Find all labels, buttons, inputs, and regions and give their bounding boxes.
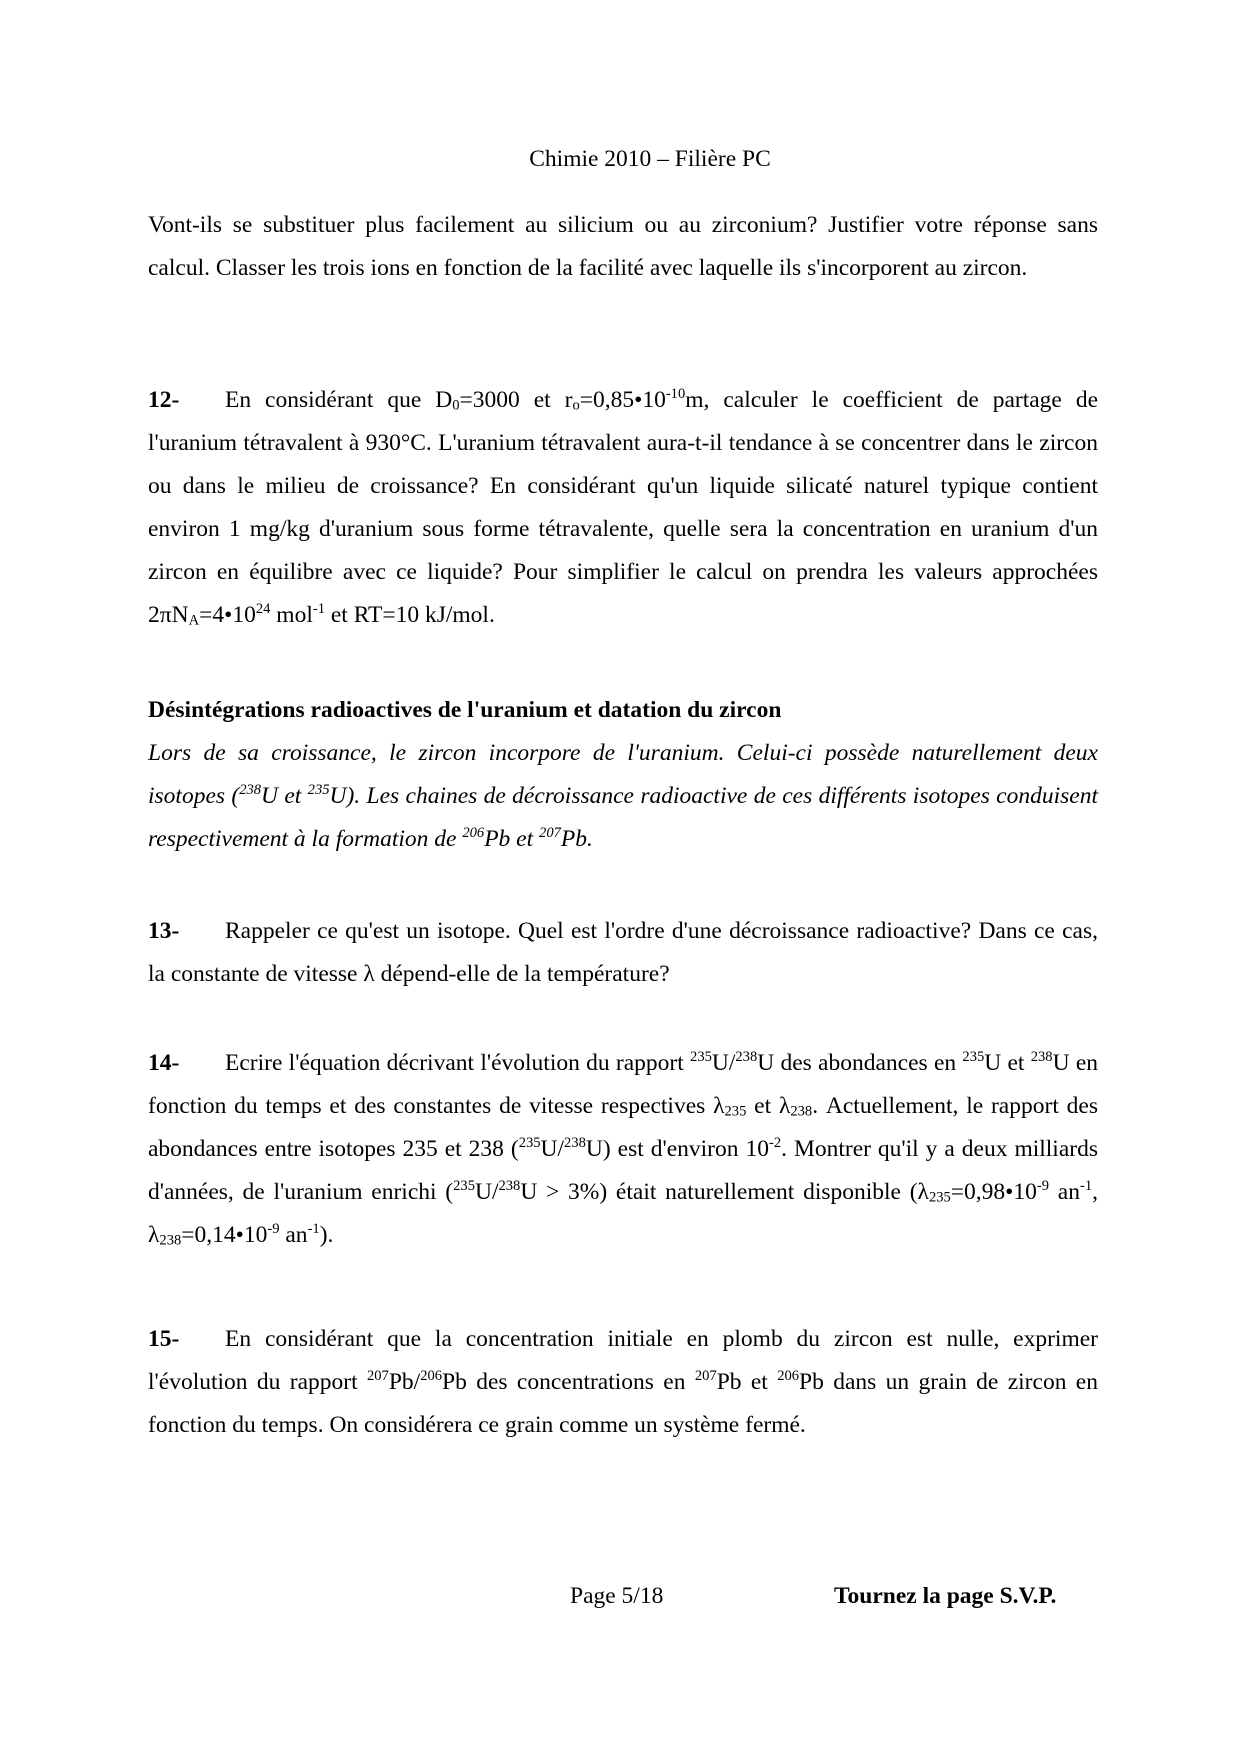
- q14-t14: an: [1049, 1179, 1080, 1205]
- q15-t3: Pb des concentrations en: [442, 1369, 695, 1395]
- question-13: [148, 910, 1098, 996]
- q14-s3: 235: [962, 1048, 985, 1065]
- q14-b6: 238: [790, 1103, 813, 1120]
- section-sup-238: 238: [239, 781, 262, 798]
- q14-s17: -1: [307, 1220, 320, 1237]
- q15-t4: Pb et: [716, 1369, 778, 1395]
- q14-s10: 235: [453, 1177, 475, 1194]
- q14-s11: 238: [498, 1177, 521, 1194]
- q12-sub-a: A: [188, 612, 200, 629]
- q14-b5: 235: [724, 1103, 747, 1120]
- question-15: [148, 1318, 1098, 1447]
- q14-s16: -9: [267, 1220, 280, 1237]
- q14-t13: =0,98•10: [950, 1179, 1037, 1205]
- q14-s2: 238: [735, 1048, 758, 1065]
- q12-sub-0: 0: [452, 397, 460, 414]
- q14-t16: =0,14•10: [181, 1222, 268, 1248]
- q13-text: Rappeler ce qu'est un isotope. Quel est l'ordre d'une décroissance radioactive? Dans ce cas, la constante de vitesse λ dépend-elle de la température?: [148, 918, 1098, 987]
- q14-s4: 238: [1030, 1048, 1053, 1065]
- q15-s2: 206: [420, 1367, 443, 1384]
- q14-t2: U/: [711, 1050, 736, 1076]
- q12-text-1: En considérant que D: [225, 387, 453, 413]
- q12-sub-o: o: [572, 397, 580, 414]
- q15-s4: 206: [777, 1367, 800, 1384]
- q14-t10: . Montrer qu'il y a deux milliards d'années, de l'uranium enrichi (: [148, 1136, 1098, 1205]
- q14-s1: 235: [690, 1048, 712, 1065]
- q12-sup-24: 24: [255, 600, 271, 617]
- question-12: [148, 379, 1098, 637]
- question-12-number: 12-: [148, 387, 180, 413]
- section-text-1: Lors de sa croissance, le zircon incorpore de l'uranium. Celui-ci possède naturellement deux isotopes (: [148, 740, 1098, 809]
- q12-text-3: =0,85•10: [579, 387, 666, 413]
- turn-page-note: Tournez la page S.V.P.: [834, 1583, 1057, 1609]
- q15-s3: 207: [694, 1367, 717, 1384]
- q12-text-2: =3000 et r: [459, 387, 573, 413]
- q14-t18: ).: [319, 1222, 334, 1248]
- page-number: Page 5/18: [570, 1583, 664, 1609]
- q12-text-5: =4•10: [199, 602, 256, 628]
- q14-s8: 238: [564, 1134, 586, 1151]
- section-sup-206: 206: [462, 824, 485, 841]
- section-radioactive: [148, 689, 1098, 861]
- q14-t4: U et: [984, 1050, 1031, 1076]
- q14-t6: et λ: [746, 1093, 791, 1119]
- q12-text-6: mol: [270, 602, 313, 628]
- q14-t1: Ecrire l'équation décrivant l'évolution du rapport: [225, 1050, 691, 1076]
- q15-t1: En considérant que la concentration initiale en plomb du zircon est nulle, exprimer l'évolution du rapport: [148, 1326, 1098, 1395]
- q14-t8: U/: [540, 1136, 565, 1162]
- q14-b12: 235: [928, 1189, 951, 1206]
- page-header-title: Chimie 2010 – Filière PC: [529, 146, 771, 172]
- question-15-number: 15-: [148, 1326, 180, 1352]
- q14-t12: U > 3%) était naturellement disponible (λ: [520, 1179, 929, 1205]
- q12-sup-mol: -1: [312, 600, 325, 617]
- q14-s7: 235: [518, 1134, 541, 1151]
- q14-s9: -2: [768, 1134, 782, 1151]
- intro-paragraph: Vont-ils se substituer plus facilement au silicium ou au zirconium? Justifier votre réponse sans calcul. Classer les trois ions en fonction de la facilité avec laquelle ils s'incorporent au zircon.: [148, 212, 1098, 281]
- q12-sup-exp: -10: [665, 385, 686, 402]
- q14-t9: U) est d'environ 10: [585, 1136, 769, 1162]
- q14-t3: U des abondances en: [757, 1050, 963, 1076]
- q14-s13: -9: [1036, 1177, 1050, 1194]
- q15-s1: 207: [366, 1367, 389, 1384]
- section-text-5: Pb.: [560, 826, 593, 852]
- q14-t5: U en fonction du temps et des constantes de vitesse respectives λ: [148, 1050, 1098, 1119]
- q14-t11: U/: [474, 1179, 499, 1205]
- question-13-number: 13-: [148, 918, 180, 944]
- question-14: [148, 1042, 1098, 1257]
- section-text-4: Pb et: [484, 826, 540, 852]
- question-14-number: 14-: [148, 1050, 180, 1076]
- section-text-3: U). Les chaines de décroissance radioactive de ces différents isotopes conduisent respectivement à la formation de: [148, 783, 1098, 852]
- q15-t2: Pb/: [388, 1369, 421, 1395]
- q14-s14: -1: [1079, 1177, 1093, 1194]
- section-text-2: U et: [261, 783, 308, 809]
- section-title: Désintégrations radioactives de l'uranium et datation du zircon: [148, 697, 782, 723]
- q14-t15: , λ: [148, 1179, 1098, 1248]
- q15-t5: Pb dans un grain de zircon en fonction du temps. On considérera ce grain comme un système fermé.: [148, 1369, 1098, 1438]
- q14-b15: 238: [159, 1232, 182, 1249]
- section-sup-207: 207: [539, 824, 561, 841]
- q12-text-7: et RT=10 kJ/mol.: [325, 602, 495, 628]
- q14-t17: an: [279, 1222, 308, 1248]
- q14-t7: . Actuellement, le rapport des abondances entre isotopes 235 et 238 (: [148, 1093, 1098, 1162]
- section-sup-235: 235: [307, 781, 330, 798]
- q12-text-4: m, calculer le coefficient de partage de l'uranium tétravalent à 930°C. L'uranium tétravalent aura-t-il tendance à se concentrer dans le zircon ou dans le milieu de croissance? En considérant qu'un liquide silicaté naturel typique contient environ 1 mg/kg d'uranium sous forme tétravalente, quelle sera la concentration en uranium d'un zircon en équilibre avec ce liquide? Pour simplifier le calcul on prendra les valeurs approchées 2πN: [148, 387, 1098, 628]
- section-intro: [148, 740, 1098, 852]
